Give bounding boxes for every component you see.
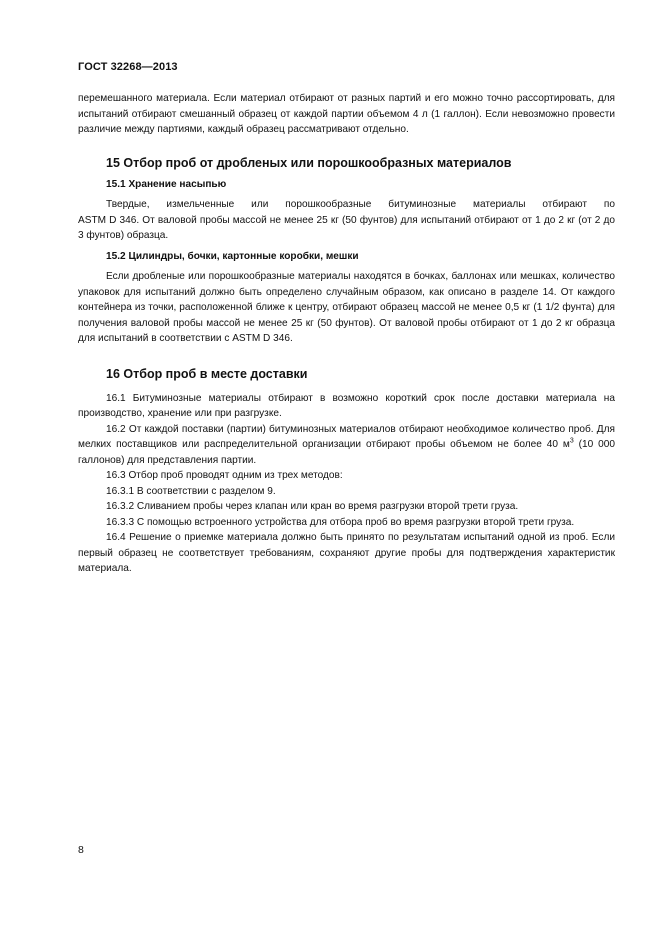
- clause-16-3-2: 16.3.2 Сливанием пробы через клапан или кран во время разгрузки второй трети груза.: [106, 501, 519, 512]
- subsection-15-2-heading: 15.2 Цилиндры, бочки, картонные коробки, мешки: [106, 250, 359, 262]
- clause-16-3-3: 16.3.3 С помощью встроенного устройства для отбора проб во время разгрузки второй трети груза.: [106, 516, 575, 528]
- section-16-heading: 16 Отбор проб в месте доставки: [106, 366, 308, 381]
- clause-16-2-text-end: (10 000 галлонов) для представления партии.: [78, 439, 615, 466]
- intro-paragraph: перемешанного материала. Если материал отбирают от разных партий и его можно точно рассортировать, для испытаний отбирают смешанный образец от каждой партии объемом 4 л (1 галлон). Если невозможно провести различие между партиями, каждый образец рассматривают отдельно.: [78, 93, 615, 135]
- document-header: ГОСТ 32268—2013: [78, 61, 178, 73]
- page-number: 8: [78, 844, 84, 856]
- section-15-heading: 15 Отбор проб от дробленых или порошкообразных материалов: [106, 155, 512, 170]
- cubic-superscript: 3: [569, 437, 574, 445]
- clause-16-2: [78, 422, 615, 469]
- clause-16-1: 16.1 Битуминозные материалы отбирают в возможно короткий срок после доставки материала на производство, хранение или при разгрузке.: [78, 392, 615, 419]
- subsection-15-2-paragraph: Если дробленые или порошкообразные материалы находятся в бочках, баллонах или мешках, количество упаковок для испытаний должно быть определено случайным образом, как описано в разделе 14. От каждого контейнера из точки, расположенной ближе к центру, отбирают образец массой не менее 0,5 кг (1 1/2 фунта) для получения валовой пробы массой не менее 25 кг (50 фунтов). От валовой пробы отбирают от 1 до 2 кг образца для испытаний в соответствии с ASTM D 346.: [78, 271, 615, 344]
- page-content: [78, 91, 615, 577]
- clause-16-4: 16.4 Решение о приемке материала должно быть принято по результатам испытаний одной из проб. Если первый образец не соответствует требованиям, сохраняют другие пробы для подтверждения характеристик материала.: [78, 532, 615, 574]
- clause-16-3: 16.3 Отбор проб проводят одним из трех методов:: [106, 470, 343, 481]
- clause-16-2-text: 16.2 От каждой поставки (партии) битуминозных материалов отбирают необходимое количество проб. Для мелких поставщиков или распределительной организации отбирают пробы объемом не более 40 м: [78, 423, 615, 450]
- subsection-15-1-first-line: Твердые, измельченные или порошкообразные битуминозные материалы отбирают по: [106, 199, 615, 210]
- subsection-15-1-paragraph: ASTM D 346. От валовой пробы массой не менее 25 кг (50 фунтов) для испытаний отбирают от 1 до 2 кг (от 2 до 3 фунтов) образца.: [78, 214, 615, 241]
- clause-16-3-1: 16.3.1 В соответствии с разделом 9.: [106, 485, 276, 497]
- subsection-15-1-heading: 15.1 Хранение насыпью: [106, 178, 227, 190]
